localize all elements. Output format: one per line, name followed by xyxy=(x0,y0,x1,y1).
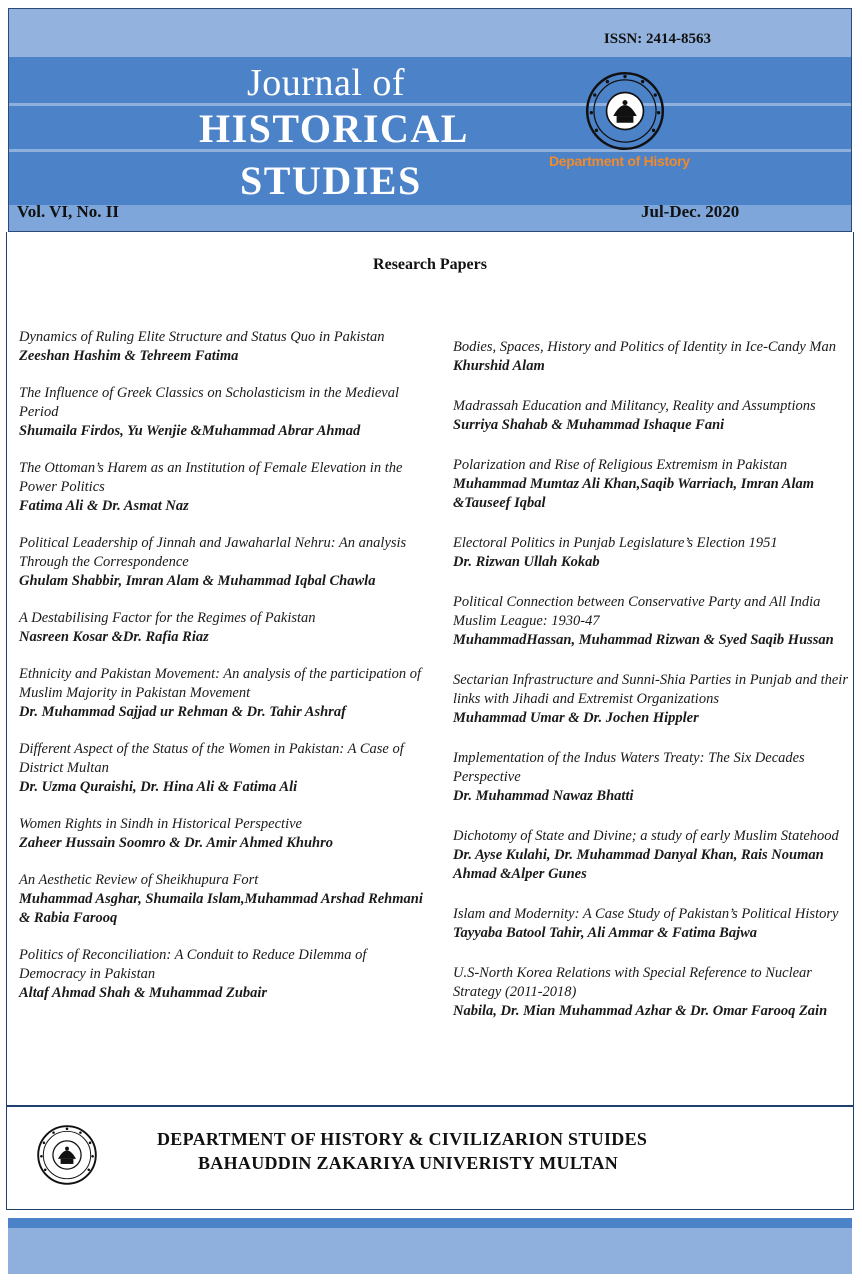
paper-title: Dynamics of Ruling Elite Structure and Status Quo in Pakistan xyxy=(19,329,385,345)
paper-entry xyxy=(19,740,429,797)
paper-authors: Khurshid Alam xyxy=(453,358,545,374)
paper-entry xyxy=(453,593,848,650)
journal-title-line1: Journal of xyxy=(247,62,406,104)
paper-authors: Zaheer Hussain Soomro & Dr. Amir Ahmed Khuhro xyxy=(19,835,333,851)
paper-title: The Influence of Greek Classics on Scholasticism in the Medieval Period xyxy=(19,385,400,420)
paper-title: The Ottoman’s Harem as an Institution of Female Elevation in the Power Politics xyxy=(19,460,403,495)
footer-band xyxy=(8,1218,852,1228)
paper-title: Women Rights in Sindh in Historical Perspective xyxy=(19,816,302,832)
contents-panel xyxy=(6,232,854,1106)
paper-entry xyxy=(19,815,429,853)
paper-authors: Tayyaba Batool Tahir, Ali Ammar & Fatima Bajwa xyxy=(453,925,758,941)
paper-entry xyxy=(453,671,848,728)
paper-title: Electoral Politics in Punjab Legislature’s Election 1951 xyxy=(453,535,778,551)
issue-period: Jul-Dec. 2020 xyxy=(641,202,740,221)
section-heading: Research Papers xyxy=(373,256,487,273)
paper-authors: Muhammad Mumtaz Ali Khan,Saqib Warriach, Imran Alam &Tauseef Iqbal xyxy=(453,476,815,511)
university-seal-icon xyxy=(35,1123,99,1187)
paper-entry xyxy=(19,534,429,591)
paper-entry xyxy=(453,749,848,806)
paper-title: Madrassah Education and Militancy, Reality and Assumptions xyxy=(453,398,816,414)
paper-entry xyxy=(19,384,429,441)
university-seal-icon xyxy=(583,69,667,153)
department-label: Department of History xyxy=(549,153,690,169)
paper-entry xyxy=(453,397,848,435)
journal-title-line3: STUDIES xyxy=(240,158,422,203)
paper-entry xyxy=(453,964,848,1021)
paper-authors: Fatima Ali & Dr. Asmat Naz xyxy=(19,498,189,514)
paper-authors: Zeeshan Hashim & Tehreem Fatima xyxy=(19,348,239,364)
journal-header xyxy=(8,8,852,232)
publisher-footer xyxy=(6,1106,854,1210)
paper-authors: Dr. Muhammad Sajjad ur Rehman & Dr. Tahir Ashraf xyxy=(19,704,346,720)
left-paper-list xyxy=(19,328,429,1003)
paper-title: Sectarian Infrastructure and Sunni-Shia Parties in Punjab and their links with Jihadi and Extremist Organizations xyxy=(453,672,848,707)
paper-entry xyxy=(453,338,848,376)
paper-entry xyxy=(453,534,848,572)
footer-band xyxy=(8,1228,852,1274)
paper-entry xyxy=(453,827,848,884)
paper-authors: Muhammad Umar & Dr. Jochen Hippler xyxy=(453,710,699,726)
paper-authors: Nasreen Kosar &Dr. Rafia Riaz xyxy=(19,629,209,645)
paper-authors: Dr. Ayse Kulahi, Dr. Muhammad Danyal Khan, Rais Nouman Ahmad &Alper Gunes xyxy=(453,847,824,882)
publisher-department: DEPARTMENT OF HISTORY & CIVILIZARION STUIDES xyxy=(157,1129,648,1149)
paper-title: Polarization and Rise of Religious Extremism in Pakistan xyxy=(453,457,788,473)
paper-title: Implementation of the Indus Waters Treaty: The Six Decades Perspective xyxy=(453,750,805,785)
paper-entry xyxy=(453,456,848,513)
paper-authors: Surriya Shahab & Muhammad Ishaque Fani xyxy=(453,417,725,433)
paper-title: Ethnicity and Pakistan Movement: An analysis of the participation of Muslim Majority in Pakistan Movement xyxy=(19,666,422,701)
volume-number: Vol. VI, No. II xyxy=(17,202,120,221)
paper-authors: Shumaila Firdos, Yu Wenjie &Muhammad Abrar Ahmad xyxy=(19,423,361,439)
paper-title: Islam and Modernity: A Case Study of Pakistan’s Political History xyxy=(453,906,839,922)
paper-title: U.S-North Korea Relations with Special Reference to Nuclear Strategy (2011-2018) xyxy=(453,965,812,1000)
issn-number: ISSN: 2414-8563 xyxy=(603,31,711,47)
paper-title: Political Connection between Conservative Party and All India Muslim League: 1930-47 xyxy=(453,594,821,629)
paper-authors: Altaf Ahmad Shah & Muhammad Zubair xyxy=(19,985,268,1001)
paper-authors: MuhammadHassan, Muhammad Rizwan & Syed Saqib Hussan xyxy=(453,632,834,648)
right-paper-list xyxy=(453,338,848,1021)
paper-authors: Dr. Rizwan Ullah Kokab xyxy=(453,554,600,570)
journal-title-line2: HISTORICAL xyxy=(199,106,469,151)
paper-title: Political Leadership of Jinnah and Jawaharlal Nehru: An analysis Through the Correspondence xyxy=(19,535,407,570)
paper-authors: Nabila, Dr. Mian Muhammad Azhar & Dr. Omar Farooq Zain xyxy=(453,1003,828,1019)
paper-authors: Dr. Uzma Quraishi, Dr. Hina Ali & Fatima Ali xyxy=(19,779,298,795)
paper-authors: Dr. Muhammad Nawaz Bhatti xyxy=(453,788,634,804)
publisher-university: BAHAUDDIN ZAKARIYA UNIVERISTY MULTAN xyxy=(198,1153,619,1173)
header-band-top xyxy=(9,9,851,57)
paper-title: Dichotomy of State and Divine; a study of early Muslim Statehood xyxy=(453,828,839,844)
paper-title: Bodies, Spaces, History and Politics of Identity in Ice-Candy Man xyxy=(453,339,836,355)
paper-entry xyxy=(19,665,429,722)
paper-entry xyxy=(19,946,429,1003)
paper-title: A Destabilising Factor for the Regimes of Pakistan xyxy=(19,610,316,626)
paper-entry xyxy=(19,459,429,516)
paper-entry xyxy=(453,905,848,943)
paper-authors: Muhammad Asghar, Shumaila Islam,Muhammad Arshad Rehmani & Rabia Farooq xyxy=(19,891,423,926)
paper-title: Different Aspect of the Status of the Women in Pakistan: A Case of District Multan xyxy=(19,741,404,776)
paper-title: Politics of Reconciliation: A Conduit to Reduce Dilemma of Democracy in Pakistan xyxy=(19,947,367,982)
paper-authors: Ghulam Shabbir, Imran Alam & Muhammad Iqbal Chawla xyxy=(19,573,376,589)
paper-entry xyxy=(19,609,429,647)
paper-entry xyxy=(19,871,429,928)
paper-title: An Aesthetic Review of Sheikhupura Fort xyxy=(19,872,259,888)
paper-entry xyxy=(19,328,429,366)
